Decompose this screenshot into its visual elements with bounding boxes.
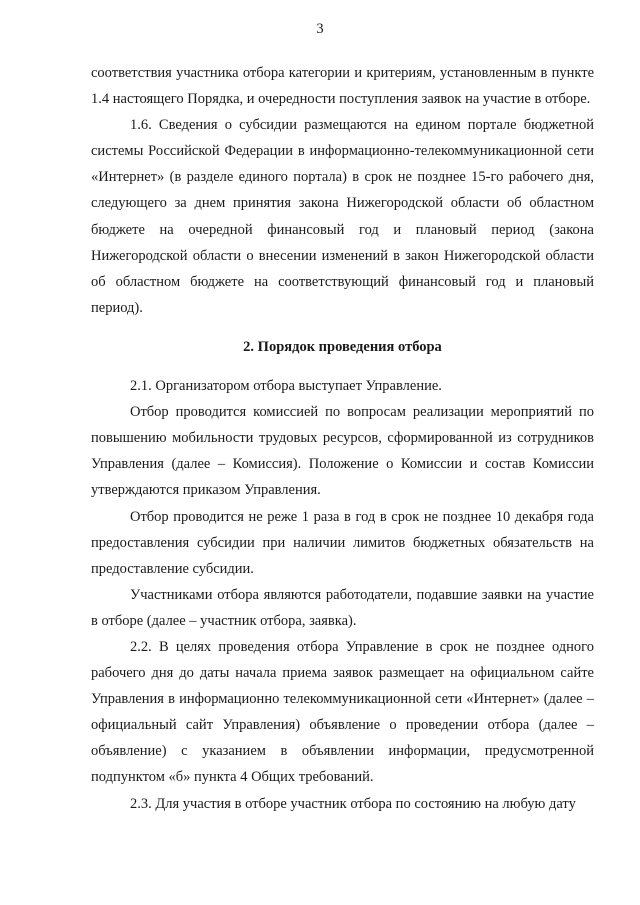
page-number: 3	[316, 21, 324, 37]
paragraph: Отбор проводится не реже 1 раза в год в срок не позднее 10 декабря года предоставления субсидии при наличии лимитов бюджетных обязательств на предоставление субсидии.	[91, 508, 594, 577]
paragraph: Отбор проводится комиссией по вопросам реализации мероприятий по повышению мобильности трудовых ресурсов, сформированной из сотрудников Управления (далее – Комиссия). Положение о Комиссии и состав Комиссии утверждаются приказом Управления.	[91, 404, 594, 499]
paragraph: Участниками отбора являются работодатели, подавшие заявки на участие в отборе (далее – участник отбора, заявка).	[91, 586, 594, 629]
paragraph: 2.1. Организатором отбора выступает Управление.	[130, 378, 442, 395]
document-body	[91, 60, 594, 817]
paragraph: 2.3. Для участия в отборе участник отбора по состоянию на любую дату	[130, 795, 576, 812]
paragraph: 2.2. В целях проведения отбора Управление в срок не позднее одного рабочего дня до даты начала приема заявок размещает на официальном сайте Управления в информационно телекоммуникационной сети «Интернет» (далее – официальный сайт Управления) объявление о проведении отбора (далее – объявление) с указанием в объявлении информации, предусмотренной подпунктом «б» пункта 4 Общих требований.	[91, 638, 594, 786]
paragraph: соответствия участника отбора категории и критериям, установленным в пункте 1.4 настоящего Порядка, и очередности поступления заявок на участие в отборе.	[91, 65, 594, 108]
section-heading: 2. Порядок проведения отбора	[243, 338, 442, 355]
paragraph: 1.6. Сведения о субсидии размещаются на едином портале бюджетной системы Российской Федерации в информационно-телекоммуникационной сети «Интернет» (в разделе единого портала) в срок не позднее 15-го рабочего дня, следующего за днем принятия закона Нижегородской области об областном бюджете на очередной финансовый год и плановый период (закона Нижегородской области о внесении изменений в закон Нижегородской области об областном бюджете на соответствующий финансовый год и плановый период).	[91, 117, 594, 316]
